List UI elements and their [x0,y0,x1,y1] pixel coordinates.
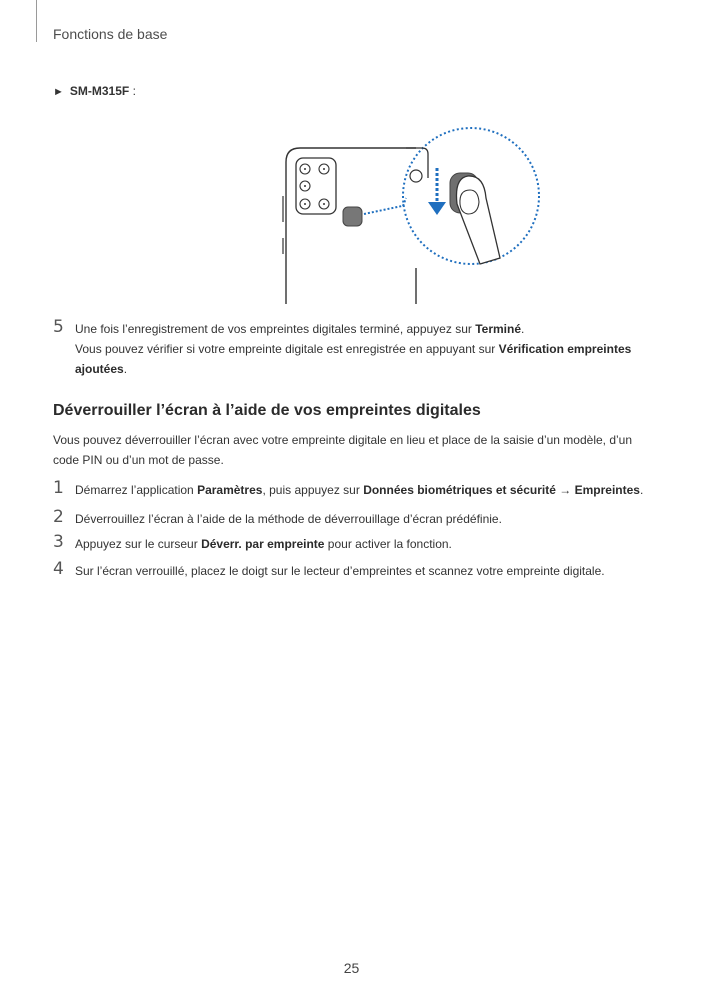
model-name: SM-M315F [69,84,130,98]
step-5 [53,319,663,379]
step-text: Démarrez l’application [75,483,198,497]
step-text: Sur l’écran verrouillé, placez le doigt sur le lecteur d’empreintes et scannez votre empreinte digitale. [75,564,605,578]
step-number: 2 [53,507,64,527]
step-4 [53,561,663,581]
done-label: Terminé [475,322,521,336]
page-number: 25 [343,960,360,976]
biometrics-label: Données biométriques et sécurité [363,483,556,497]
triangle-arrow-icon: ► [53,86,64,98]
model-suffix: : [129,84,136,98]
phone-back-fingerprint-illustration [276,118,548,304]
punctuation: . [639,483,644,497]
step-number: 4 [53,559,64,579]
step-text: Appuyez sur le curseur [75,537,202,551]
camera-module-icon [296,158,336,214]
section-intro: Vous pouvez déverrouiller l’écran avec votre empreinte digitale en lieu et place de la saisie d’un modèle, d’un code PIN ou d’un mot de passe. [53,433,633,467]
check-added-prints-label: Vérification empreintes ajoutées [75,342,632,376]
punctuation: . [123,362,128,376]
step-text: Déverrouillez l’écran à l’aide de la méthode de déverrouillage d’écran prédéfinie. [75,512,502,526]
fingerprints-label: Empreintes [574,483,640,497]
settings-label: Paramètres [197,483,263,497]
punctuation: . [521,322,525,336]
section-heading: Déverrouiller l’écran à l’aide de vos empreintes digitales [53,402,481,419]
step-text: pour activer la fonction. [324,537,452,551]
step-number: 3 [53,532,64,552]
step-text: Une fois l’enregistrement de vos empreintes digitales terminé, appuyez sur [75,322,476,336]
step-2 [53,509,663,529]
step-3 [53,534,663,554]
fingerprint-sensor-icon [343,207,362,226]
fingerprint-unlock-label: Déverr. par empreinte [201,537,325,551]
section-header: Fonctions de base [53,26,168,42]
model-label [53,84,136,98]
header-rule [36,0,37,42]
step-text: , puis appuyez sur [262,483,364,497]
step-number: 5 [53,317,64,337]
step-number: 1 [53,478,64,498]
step-text: Vous pouvez vérifier si votre empreinte digitale est enregistrée en appuyant sur [75,342,499,356]
step-1 [53,480,663,500]
right-arrow-icon: → [555,483,575,497]
